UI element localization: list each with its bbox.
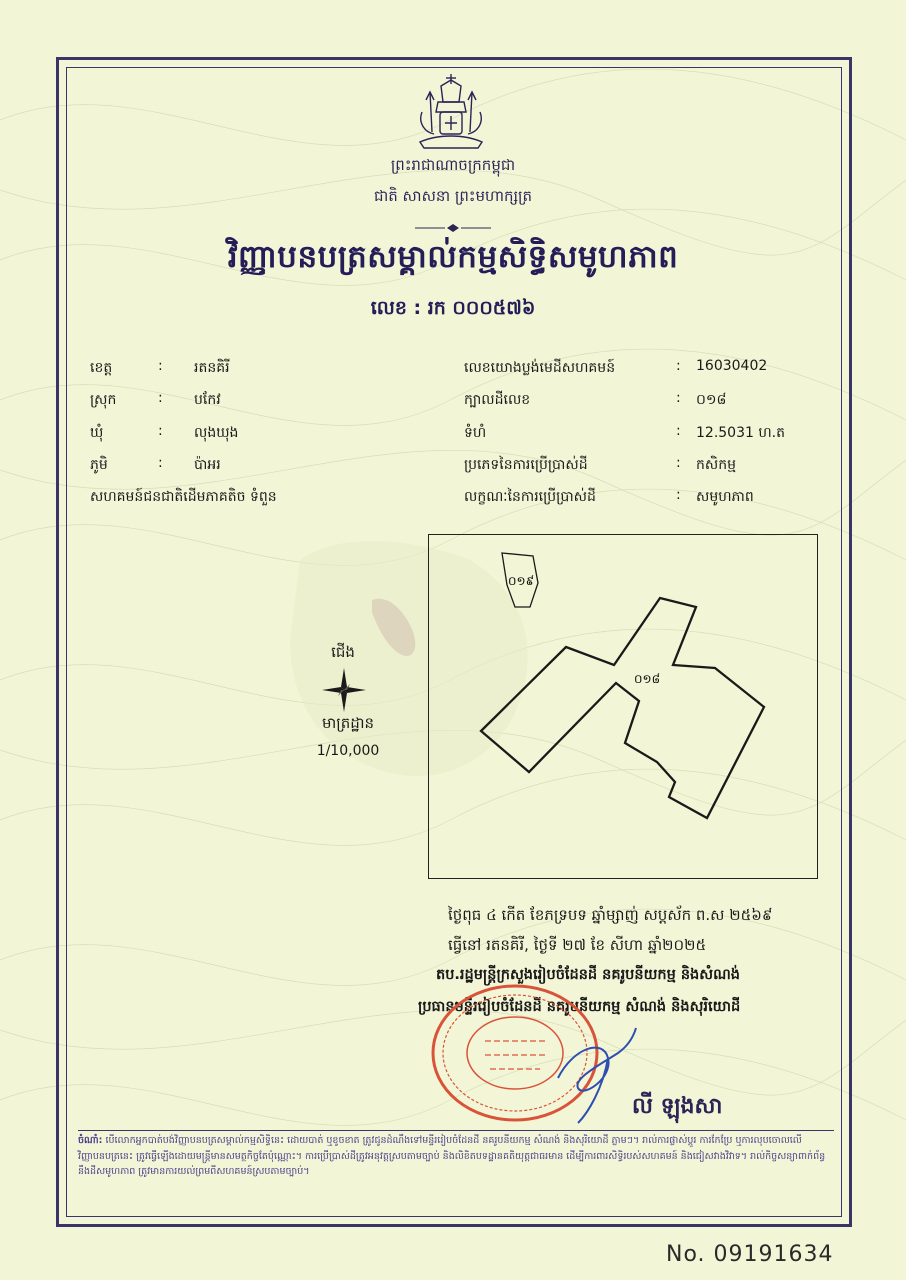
- serial-number: No. 09191634: [666, 1242, 834, 1267]
- field-label: ស្រុក: [90, 392, 117, 408]
- certificate-title: វិញ្ញាបនបត្រសម្គាល់កម្មសិទ្ធិសមូហភាព: [227, 239, 679, 275]
- field-colon: :: [676, 358, 681, 374]
- footnote: [78, 1130, 834, 1180]
- ornamental-divider-icon: [415, 224, 491, 232]
- national-motto: ជាតិ សាសនា ព្រះមហាក្សត្រ: [373, 187, 533, 205]
- field-value: បកែវ: [194, 392, 221, 408]
- parcel-map-drawing: [429, 535, 816, 877]
- field-colon: :: [158, 423, 163, 439]
- field-label: ឃុំ: [90, 425, 104, 441]
- field-colon: :: [158, 358, 163, 374]
- field-value: លុងឃុង: [194, 425, 239, 441]
- parcel-019-label: ០១៩: [508, 574, 535, 588]
- signatory-title-line1: តប.រដ្ឋមន្ត្រីក្រសួងរៀបចំដែនដី នគរូបនីយកម្ម និងសំណង់: [436, 967, 740, 983]
- certificate-number: លេខ : រក ០០០៥៧៦: [370, 297, 536, 319]
- lunar-date: ថ្ងៃពុធ ៤ កើត ខែភទ្របទ ឆ្នាំម្សាញ់ សប្តស័ក ព.ស ២៥៦៩: [448, 906, 773, 924]
- parcel-map: [428, 534, 818, 879]
- footnote-label: ចំណាំ:: [78, 1135, 103, 1146]
- field-value: ០១៨: [696, 392, 727, 408]
- field-colon: :: [676, 390, 681, 406]
- royal-coat-of-arms-icon: [408, 72, 494, 152]
- field-colon: :: [158, 455, 163, 471]
- field-colon: :: [676, 487, 681, 503]
- field-colon: :: [676, 423, 681, 439]
- field-value: 16030402: [696, 358, 768, 374]
- field-value: រតនគិរី: [194, 360, 230, 376]
- field-label: ភូមិ: [90, 457, 108, 473]
- signatory-title-line2: ប្រធានមន្ទីររៀបចំដែនដី នគរូបនីយកម្ម សំណង់ និងសុរិយោដី: [418, 999, 741, 1015]
- scale-value: 1/10,000: [316, 743, 380, 759]
- field-colon: :: [158, 390, 163, 406]
- field-value: ប៉ាអរ: [194, 457, 221, 473]
- north-label: ជើង: [331, 643, 355, 661]
- field-label: ខេត្ត: [90, 360, 113, 376]
- signer-name: លី ឡុងសា: [632, 1094, 723, 1119]
- field-label: លក្ខណៈនៃការប្រើប្រាស់ដី: [464, 489, 596, 505]
- field-label: ប្រភេទនៃការប្រើប្រាស់ដី: [464, 457, 588, 473]
- field-colon: :: [676, 455, 681, 471]
- parcel-018-outline: [481, 598, 764, 818]
- issue-date: ធ្វើនៅ រតនគិរី, ថ្ងៃទី ២៧ ខែ សីហា ឆ្នាំ២០២៥: [448, 936, 707, 954]
- field-label: ក្បាលដីលេខ: [464, 392, 531, 408]
- field-value: 12.5031 ហ.ត: [696, 425, 786, 441]
- kingdom-heading: ព្រះរាជាណាចក្រកម្ពុជា: [390, 156, 516, 174]
- footnote-text: បើលោកអ្នកបាត់បង់វិញ្ញាបនបត្រសម្គាល់កម្មសិទ្ធិនេះ ដោយបាត់ ឬខូចខាត ត្រូវជូនដំណឹងទៅមន្ទីររៀបចំដែនដី នគរូបនីយកម្ម សំណង់ និងសុរិយោដី ភ្លាមៗ។ រាល់ការផ្លាស់ប្តូរ ការកែប្រែ ឬការលុបចោលលើវិញ្ញាបនបត្រនេះ ត្រូវធ្វើឡើងដោយមន្ត្រីមានសមត្ថកិច្ចតែប៉ុណ្ណោះ។ ការប្រើប្រាស់ដីត្រូវអនុវត្តស្របតាមច្បាប់ និងលិខិតបទដ្ឋានគតិយុត្តជាធរមាន ដើម្បីការពារសិទ្ធិរបស់សហគមន៍ និងជៀសវាងវិវាទ។ រាល់កិច្ចសន្យាពាក់ព័ន្ធនឹងដីសមូហភាព ត្រូវមានការយល់ព្រមពីសហគមន៍ស្របតាមច្បាប់។: [78, 1135, 826, 1177]
- compass-rose-icon: [320, 666, 368, 714]
- community-name: សហគមន៍ជនជាតិដើមភាគតិច ទំពួន: [90, 489, 277, 505]
- scale-label: មាត្រដ្ឋាន: [321, 714, 375, 732]
- field-label: លេខយោងប្លង់មេដីសហគមន៍: [464, 360, 616, 376]
- field-value: កសិកម្ម: [696, 457, 736, 473]
- field-label: ទំហំ: [464, 425, 487, 441]
- parcel-018-label: ០១៨: [634, 672, 661, 686]
- field-value: សមូហភាព: [696, 489, 754, 505]
